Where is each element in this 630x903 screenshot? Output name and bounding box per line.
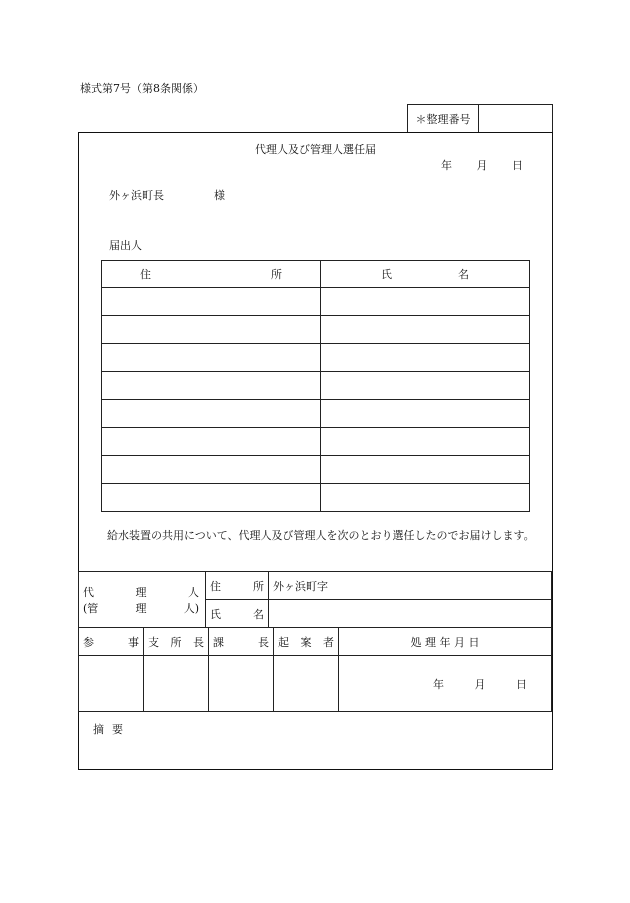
seiri-number-label: ＊整理番号: [408, 105, 479, 133]
table-row: [102, 456, 530, 484]
submission-date[interactable]: [441, 157, 523, 173]
name-cell[interactable]: [321, 400, 530, 428]
date-month-label: 月: [476, 159, 488, 172]
agent-label: 代 理 人 (管 理 人): [79, 572, 206, 628]
process-date-header: 処 理 年 月 日: [339, 628, 552, 656]
table-row: [102, 288, 530, 316]
header-address: 住 所: [102, 261, 321, 288]
table-row: [102, 484, 530, 512]
approval-header-sanji: 参 事: [79, 628, 144, 656]
remarks-label: 摘要: [93, 723, 131, 736]
agent-address-label: 住 所: [206, 572, 269, 600]
statement-text: 給水装置の共用について、代理人及び管理人を次のとおり選任したのでお届けします。: [107, 529, 535, 542]
approval-cell-kacho[interactable]: [209, 656, 274, 712]
agent-name-label: 氏 名: [206, 600, 269, 628]
process-date-field[interactable]: [339, 656, 552, 712]
name-cell[interactable]: [321, 484, 530, 512]
table-row: [102, 344, 530, 372]
date-day-label: 日: [512, 159, 523, 172]
address-cell[interactable]: [102, 400, 321, 428]
applicant-label: 届出人: [109, 239, 142, 252]
seiri-number-box: [407, 104, 553, 133]
name-cell[interactable]: [321, 288, 530, 316]
approval-header-kacho: 課 長: [209, 628, 274, 656]
process-month-label: 月: [474, 677, 486, 691]
table-row: [102, 428, 530, 456]
name-cell[interactable]: [321, 316, 530, 344]
approval-cell-shishocho[interactable]: [144, 656, 209, 712]
agent-table: [78, 571, 552, 628]
name-cell[interactable]: [321, 428, 530, 456]
table-row: [102, 316, 530, 344]
name-cell[interactable]: [321, 372, 530, 400]
name-cell[interactable]: [321, 344, 530, 372]
address-cell[interactable]: [102, 372, 321, 400]
address-cell[interactable]: [102, 316, 321, 344]
date-year-label: 年: [441, 159, 452, 172]
address-cell[interactable]: [102, 344, 321, 372]
form-frame: [78, 132, 553, 770]
agent-address-field[interactable]: 外ヶ浜町字: [269, 572, 552, 600]
name-cell[interactable]: [321, 456, 530, 484]
addressee-honorific: 様: [214, 189, 225, 202]
approval-header-shishocho: 支 所 長: [144, 628, 209, 656]
address-cell[interactable]: [102, 428, 321, 456]
form-title: 代理人及び管理人選任届: [255, 143, 376, 156]
address-cell[interactable]: [102, 288, 321, 316]
process-year-label: 年: [433, 677, 444, 691]
table-row: [102, 400, 530, 428]
table-row: [102, 372, 530, 400]
approval-header-kiansha: 起 案 者: [274, 628, 339, 656]
applicant-table-header: [102, 261, 530, 288]
header-name: 氏 名: [321, 261, 530, 288]
applicant-table: [101, 260, 530, 512]
approval-cell-sanji[interactable]: [79, 656, 144, 712]
address-cell[interactable]: [102, 456, 321, 484]
address-cell[interactable]: [102, 484, 321, 512]
approval-cell-kiansha[interactable]: [274, 656, 339, 712]
process-day-label: 日: [516, 677, 527, 691]
seiri-number-field[interactable]: [479, 105, 552, 133]
addressee: 外ヶ浜町長: [109, 189, 164, 202]
approval-table: [78, 627, 552, 712]
form-number: 様式第7号（第8条関係）: [80, 82, 204, 95]
agent-name-field[interactable]: [269, 600, 552, 628]
